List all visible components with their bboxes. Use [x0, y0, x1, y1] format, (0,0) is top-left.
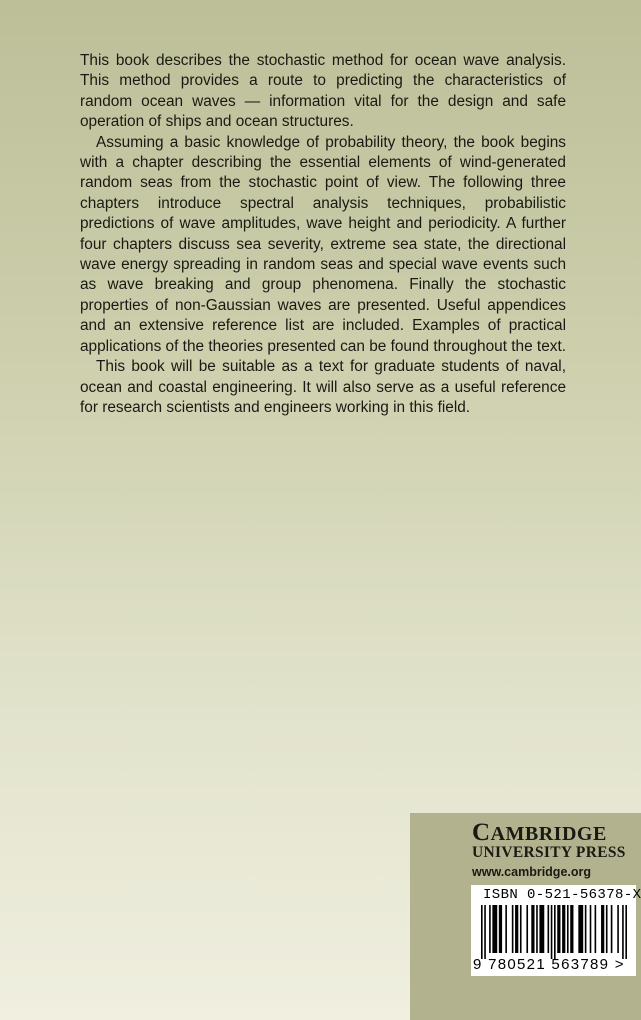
barcode-bar — [554, 905, 556, 959]
barcode-bar — [606, 905, 608, 953]
barcode-bars — [481, 905, 627, 959]
barcode-bar — [622, 905, 624, 959]
barcode-bar — [557, 905, 560, 953]
publisher-panel — [410, 813, 641, 1020]
back-cover-blurb — [80, 51, 566, 418]
blurb-paragraph-1: This book describes the stochastic method for ocean wave analysis. This method provides a route to predicting the characteristics of random ocean waves — information vital for the design and safe operation of ships and ocean structures. — [80, 52, 566, 131]
barcode-bar — [484, 905, 486, 959]
ean-digits: 9 780521 563789 > — [473, 956, 625, 973]
barcode-bar — [590, 905, 592, 953]
barcode-bar — [515, 905, 518, 953]
barcode-bar — [489, 905, 491, 953]
publisher-name — [472, 819, 607, 847]
publisher-subtitle: UNIVERSITY PRESS — [472, 844, 626, 861]
blurb-paragraph-2: Assuming a basic knowledge of probability theory, the book begins with a chapter describing the essential elements of wind-generated random seas from the stochastic point of view. The following three chapters introduce spectral analysis techniques, probabilistic predictions of wave amplitudes, wave height and periodicity. A further four chapters discuss sea severity, extreme sea state, the directional wave energy spreading in random seas and special wave events such as wave breaking and group phenomena. Finally the stochastic properties of non-Gaussian waves are presented. Useful appendices and an extensive reference list are included. Examples of practical applications of the theories presented can be found throughout the text. — [80, 133, 567, 355]
isbn-label: ISBN 0-521-56378-X — [483, 887, 641, 903]
barcode-bar — [548, 905, 550, 953]
barcode-bar — [585, 905, 587, 953]
barcode-bar — [520, 905, 522, 953]
barcode-bar — [499, 905, 502, 953]
barcode-bar — [617, 905, 619, 953]
barcode-box — [471, 885, 641, 976]
barcode-bar — [578, 905, 583, 953]
barcode-bar — [481, 905, 483, 959]
barcode-bar — [539, 905, 544, 953]
barcode-bar — [526, 905, 528, 953]
barcode-bar — [505, 905, 507, 953]
blurb-paragraph-3: This book will be suitable as a text for graduate students of naval, ocean and coastal engineering. It will also serve as a useful reference for research scientists and engineers working in this field. — [80, 358, 566, 416]
publisher-url: www.cambridge.org — [472, 865, 592, 879]
barcode-bar — [595, 905, 597, 953]
publisher-name-rest: AMBRIDGE — [490, 823, 607, 845]
barcode-bar — [512, 905, 514, 953]
barcode-bar — [601, 905, 604, 953]
barcode-bar — [492, 905, 497, 953]
barcode-bar — [536, 905, 538, 953]
barcode-bar — [562, 905, 565, 953]
barcode-bar — [551, 905, 553, 959]
barcode-bar — [567, 905, 569, 953]
publisher-name-initial: C — [472, 819, 491, 846]
barcode-bar — [611, 905, 613, 953]
barcode-bar — [625, 905, 627, 959]
barcode-bar — [531, 905, 534, 953]
barcode-bar — [570, 905, 573, 953]
